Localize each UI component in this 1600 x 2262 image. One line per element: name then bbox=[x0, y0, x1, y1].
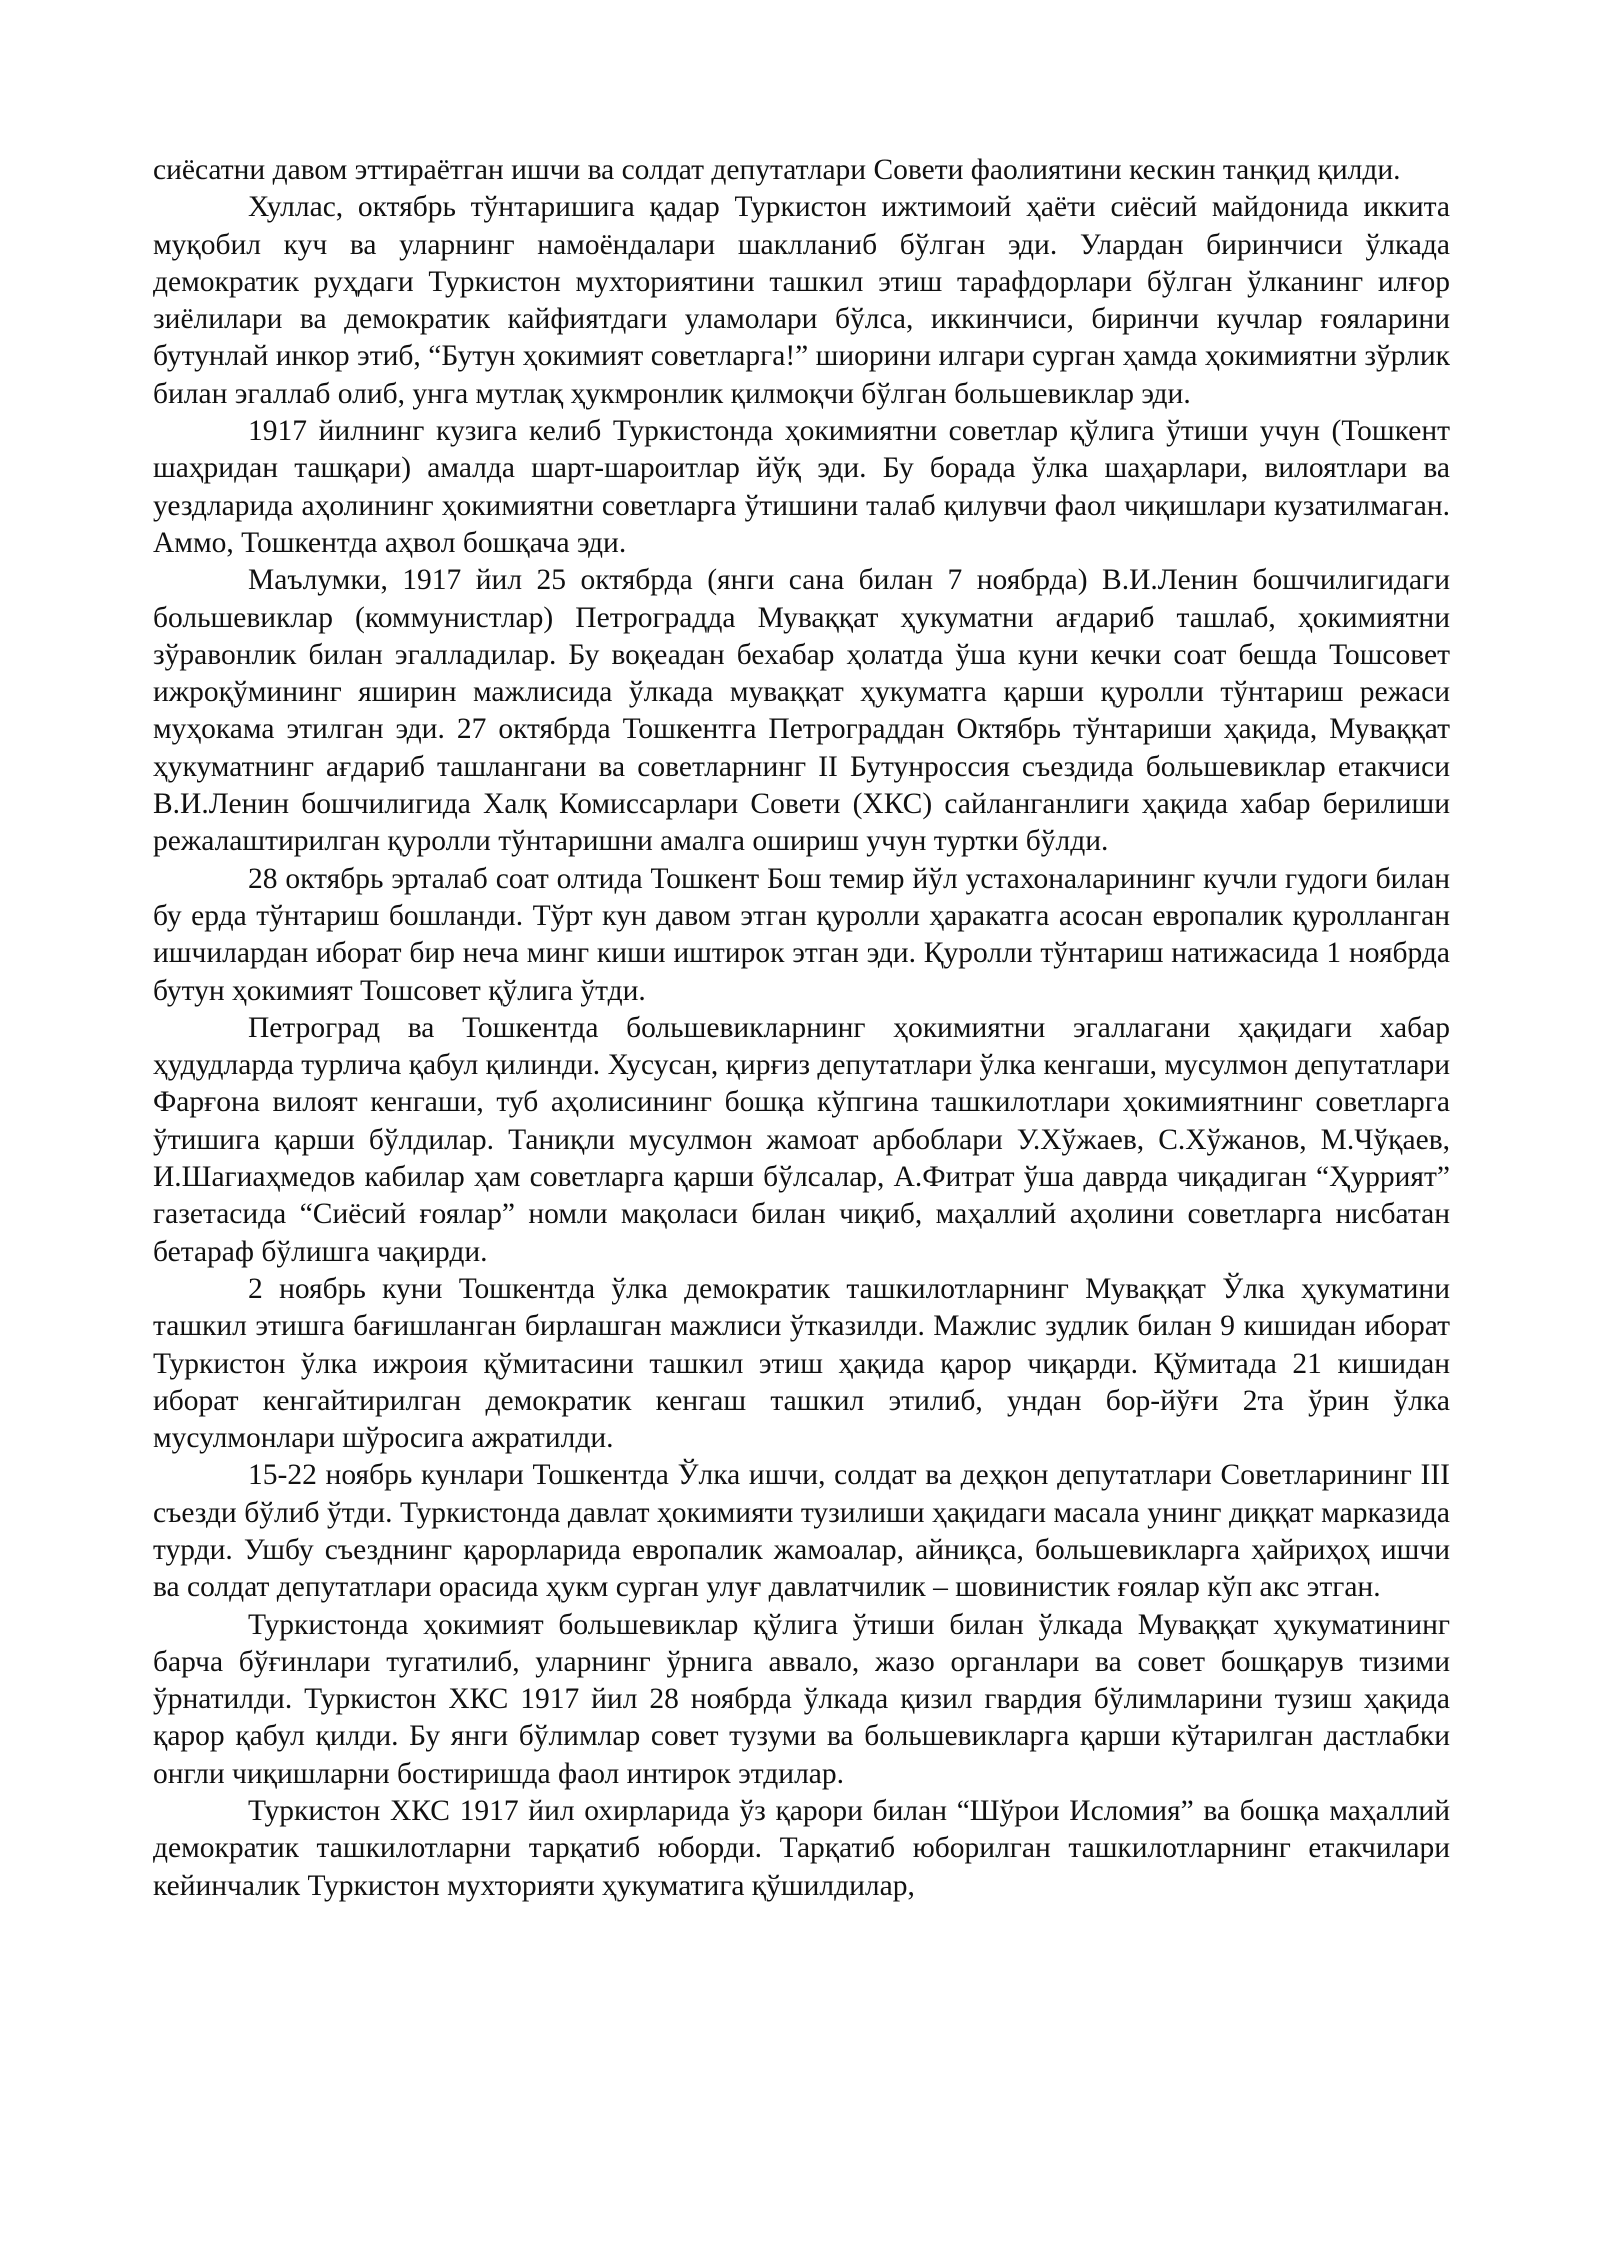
paragraph: 1917 йилнинг кузига келиб Туркистонда ҳокимиятни советлар қўлига ўтиши учун (Тошкент шаҳридан ташқари) амалда шарт-шароитлар йўқ эди. Бу борада ўлка шаҳарлари, вилоятлари ва уездларида аҳолининг ҳокимиятни советларга ўтишини талаб қилувчи фаол чиқишлари кузатилмаган. Аммо, Тошкентда аҳвол бошқача эди. bbox=[153, 415, 1450, 559]
paragraph: 2 ноябрь куни Тошкентда ўлка демократик ташкилотларнинг Муваққат Ўлка ҳукуматини ташкил этишга бағишланган бирлашган мажлиси ўтказилди. Мажлис зудлик билан 9 кишидан иборат Туркистон ўлка ижроия қўмитасини ташкил этиш ҳақида қарор чиқарди. Қўмитада 21 кишидан иборат кенгайтирилган демократик кенгаш ташкил этилиб, ундан бор-йўғи 2та ўрин ўлка мусулмонлари шўросига ажратилди. bbox=[153, 1272, 1450, 1455]
paragraph: 15-22 ноябрь кунлари Тошкентда Ўлка ишчи, солдат ва деҳқон депутатлари Советларининг III съезди бўлиб ўтди. Туркистонда давлат ҳокимияти тузилиши ҳақидаги масала унинг диққат марказида турди. Ушбу съезднинг қарорларида европалик жамоалар, айниқса, большевикларга ҳайриҳоҳ ишчи ва солдат депутатлари орасида ҳукм сурган улуғ давлатчилик – шовинистик ғоялар кўп акс этган. bbox=[153, 1459, 1450, 1604]
paragraph: Петроград ва Тошкентда большевикларнинг ҳокимиятни эгаллагани ҳақидаги хабар ҳудудларда турлича қабул қилинди. Хусусан, қирғиз депутатлари ўлка кенгаши, мусулмон депутатлари Фарғона вилоят кенгаши, туб аҳолисининг бошқа кўпгина ташкилотлари ҳокимиятнинг советларга ўтишига қарши бўлдилар. Таниқли мусулмон жамоат арбоблари У.Хўжаев, С.Хўжанов, М.Чўқаев, И.Шагиаҳмедов кабилар ҳам советларга қарши бўлсалар, А.Фитрат ўша даврда чиқадиган “Ҳуррият” газетасида “Сиёсий ғоялар” номли мақоласи билан чиқиб, маҳаллий аҳолини советларга нисбатан бетараф бўлишга чақирди. bbox=[153, 1011, 1450, 1268]
document-body bbox=[153, 152, 1450, 1905]
paragraph: 28 октябрь эрталаб соат олтида Тошкент Бош темир йўл устахоналарининг кучли гудоги билан бу ерда тўнтариш бошланди. Тўрт кун давом этган қуролли ҳаракатга асосан европалик қуролланган ишчилардан иборат бир неча минг киши иштирок этган эди. Қуролли тўнтариш натижасида 1 ноябрда бутун ҳокимият Тошсовет қўлига ўтди. bbox=[153, 862, 1450, 1007]
paragraph: Хуллас, октябрь тўнтаришига қадар Туркистон ижтимоий ҳаёти сиёсий майдонида иккита муқобил куч ва уларнинг намоёндалари шаклланиб бўлган эди. Улардан биринчиси ўлкада демократик руҳдаги Туркистон мухториятини ташкил этиш тарафдорлари бўлган ўлканинг илғор зиёлилари ва демократик кайфиятдаги уламолари бўлса, иккинчиси, биринчи кучлар ғояларини бутунлай инкор этиб, “Бутун ҳокимият советларга!” шиорини илгари сурган ҳамда ҳокимиятни зўрлик билан эгаллаб олиб, унга мутлақ ҳукмронлик қилмоқчи бўлган большевиклар эди. bbox=[153, 191, 1450, 410]
paragraph-continuation: сиёсатни давом эттираётган ишчи ва солдат депутатлари Совети фаолиятини кескин танқид қилди. bbox=[153, 154, 1401, 186]
paragraph: Туркистон ХКС 1917 йил охирларида ўз қарори билан “Шўрои Исломия” ва бошқа маҳаллий демократик ташкилотларни тарқатиб юборди. Тарқатиб юборилган ташкилотларнинг етакчилари кейинчалик Туркистон мухторияти ҳукуматига қўшилдилар, bbox=[153, 1795, 1450, 1902]
paragraph: Туркистонда ҳокимият большевиклар қўлига ўтиши билан ўлкада Муваққат ҳукуматининг барча бўғинлари тугатилиб, уларнинг ўрнига аввало, жазо органлари ва совет бошқарув тизими ўрнатилди. Туркистон ХКС 1917 йил 28 ноябрда ўлкада қизил гвардия бўлимларини тузиш ҳақида қарор қабул қилди. Бу янги бўлимлар совет тузуми ва большевикларга қарши кўтарилган дастлабки онгли чиқишларни бостиришда фаол интирок этдилар. bbox=[153, 1608, 1450, 1790]
paragraph: Маълумки, 1917 йил 25 октябрда (янги сана билан 7 ноябрда) В.И.Ленин бошчилигидаги большевиклар (коммунистлар) Петроградда Муваққат ҳукуматни ағдариб ташлаб, ҳокимиятни зўравонлик билан эгалладилар. Бу воқеадан бехабар ҳолатда ўша куни кечки соат бешда Тошсовет ижроқўмининг яширин мажлисида ўлкада муваққат ҳукуматга қарши қуролли тўнтариш режаси муҳокама этилган эди. 27 октябрда Тошкентга Петрограддан Октябрь тўнтариши ҳақида, Муваққат ҳукуматнинг ағдариб ташлангани ва советларнинг II Бутунроссия съездида большевиклар етакчиси В.И.Ленин бошчилигида Халқ Комиссарлари Совети (ХКС) сайланганлиги ҳақида хабар берилиши режалаштирилган қуролли тўнтаришни амалга ошириш учун туртки бўлди. bbox=[153, 564, 1450, 858]
